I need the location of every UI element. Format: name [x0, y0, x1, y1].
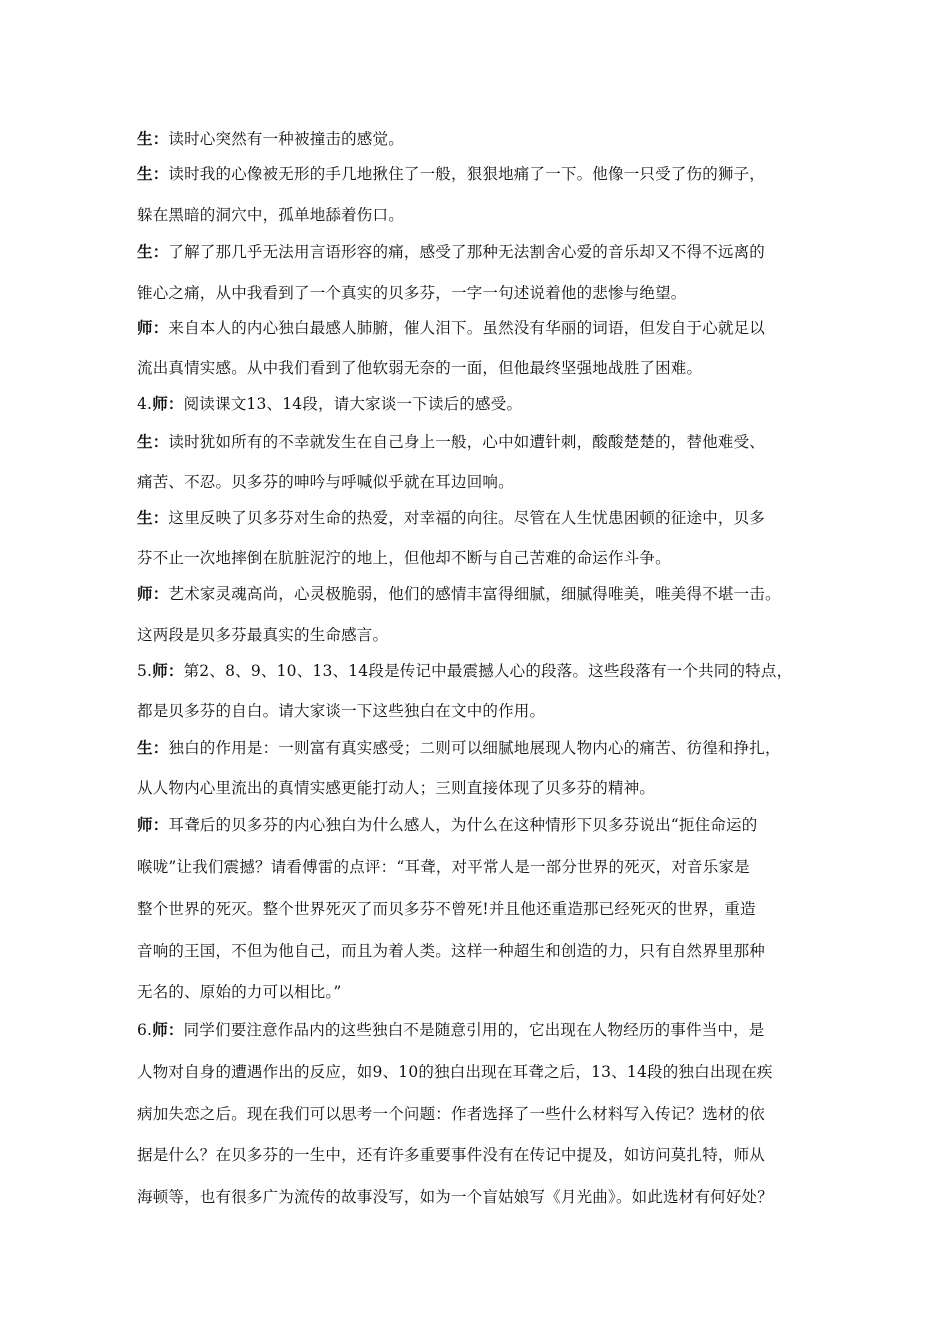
item-number: 5.: [137, 662, 153, 680]
paragraph-text: 读时犹如所有的不幸就发生在自己身上一般，心中如遭针刺，酸酸楚楚的，替他难受、: [168, 433, 766, 451]
speaker-label: 生: [137, 509, 153, 527]
paragraph-text: 读时我的心像被无形的手几地揪住了一般，狠狠地痛了一下。他像一只受了伤的狮子，: [168, 165, 766, 183]
paragraph-line: 人物对自身的遭遇作出的反应，如9、10的独白出现在耳聋之后，13、14段的独白出现在疾: [137, 1063, 773, 1081]
paragraph-line: 4.师：阅读课文13、14段，请大家谈一下读后的感受。: [137, 395, 523, 413]
item-number: 4.: [137, 395, 153, 413]
paragraph-text: 来自本人的内心独白最感人肺腑，催人泪下。虽然没有华丽的词语，但发自于心就足以: [168, 319, 766, 337]
paragraph-line: 师：来自本人的内心独白最感人肺腑，催人泪下。虽然没有华丽的词语，但发自于心就足以: [137, 319, 766, 337]
paragraph-text: 这里反映了贝多芬对生命的热爱，对幸福的向往。尽管在人生忧患困顿的征途中，贝多: [168, 509, 766, 527]
paragraph-line: 病加失恋之后。现在我们可以思考一个问题：作者选择了一些什么材料写入传记？选材的依: [137, 1105, 766, 1123]
paragraph-line: 6.师：同学们要注意作品内的这些独白不是随意引用的，它出现在人物经历的事件当中，是: [137, 1021, 765, 1039]
speaker-label: 生: [137, 433, 153, 451]
paragraph-line: 无名的、原始的力可以相比。”: [137, 983, 342, 1001]
speaker-label: 师: [152, 662, 168, 680]
item-number: 6.: [137, 1021, 153, 1039]
paragraph-line: 整个世界的死灭。整个世界死灭了而贝多芬不曾死!并且他还重造那已经死灭的世界，重造: [137, 900, 756, 918]
paragraph-line: 音响的王国，不但为他自己，而且为着人类。这样一种超生和创造的力，只有自然界里那种: [137, 942, 766, 960]
paragraph-line: 锥心之痛，从中我看到了一个真实的贝多芬，一字一句述说着他的悲惨与绝望。: [137, 284, 687, 302]
paragraph-line: 生：读时犹如所有的不幸就发生在自己身上一般，心中如遭针刺，酸酸楚楚的，替他难受、: [137, 433, 766, 451]
speaker-label: 师: [137, 585, 153, 603]
paragraph-line: 生：独白的作用是：一则富有真实感受；二则可以细腻地展现人物内心的痛苦、彷徨和挣扎，: [137, 739, 781, 757]
paragraph-text: 第2、8、9、10、13、14段是传记中最震撼人心的段落。这些段落有一个共同的特点，: [183, 662, 793, 680]
paragraph-line: 生：读时我的心像被无形的手几地揪住了一般，狠狠地痛了一下。他像一只受了伤的狮子，: [137, 165, 766, 183]
paragraph-text: 阅读课文13、14段，请大家谈一下读后的感受。: [183, 395, 523, 413]
speaker-label: 生: [137, 130, 153, 148]
paragraph-line: 5.师：第2、8、9、10、13、14段是传记中最震撼人心的段落。这些段落有一个共同的特点，: [137, 662, 793, 680]
paragraph-line: 生：了解了那几乎无法用言语形容的痛，感受了那种无法割舍心爱的音乐却又不得不远离的: [137, 243, 766, 261]
paragraph-line: 都是贝多芬的自白。请大家谈一下这些独白在文中的作用。: [137, 702, 546, 720]
paragraph-text: 同学们要注意作品内的这些独白不是随意引用的，它出现在人物经历的事件当中，是: [183, 1021, 765, 1039]
speaker-label: 师: [152, 1021, 168, 1039]
paragraph-line: 从人物内心里流出的真情实感更能打动人；三则直接体现了贝多芬的精神。: [137, 779, 656, 797]
speaker-label: 生: [137, 739, 153, 757]
paragraph-text: 艺术家灵魂高尚，心灵极脆弱，他们的感情丰富得细腻，细腻得唯美，唯美得不堪一击。: [168, 585, 781, 603]
speaker-label: 师: [137, 319, 153, 337]
paragraph-line: 芬不止一次地摔倒在肮脏泥泞的地上，但他却不断与自己苦难的命运作斗争。: [137, 549, 671, 567]
speaker-label: 生: [137, 165, 153, 183]
paragraph-line: 这两段是贝多芬最真实的生命感言。: [137, 626, 389, 644]
paragraph-line: 痛苦、不忍。贝多芬的呻吟与呼喊似乎就在耳边回响。: [137, 473, 514, 491]
paragraph-text: 读时心突然有一种被撞击的感觉。: [168, 130, 404, 148]
paragraph-line: 流出真情实感。从中我们看到了他软弱无奈的一面，但他最终坚强地战胜了困难。: [137, 359, 703, 377]
paragraph-line: 喉咙”让我们震撼？请看傅雷的点评：“耳聋，对平常人是一部分世界的死灭，对音乐家是: [137, 858, 750, 876]
speaker-label: 师: [137, 816, 153, 834]
paragraph-line: 师：艺术家灵魂高尚，心灵极脆弱，他们的感情丰富得细腻，细腻得唯美，唯美得不堪一击。: [137, 585, 781, 603]
paragraph-text: 独白的作用是：一则富有真实感受；二则可以细腻地展现人物内心的痛苦、彷徨和挣扎，: [168, 739, 781, 757]
paragraph-line: 躲在黑暗的洞穴中，孤单地舔着伤口。: [137, 206, 404, 224]
paragraph-line: 生：读时心突然有一种被撞击的感觉。: [137, 130, 404, 148]
speaker-label: 师: [152, 395, 168, 413]
paragraph-line: 据是什么？在贝多芬的一生中，还有许多重要事件没有在传记中提及，如访问莫扎特，师从: [137, 1146, 766, 1164]
paragraph-text: 耳聋后的贝多芬的内心独白为什么感人，为什么在这种情形下贝多芬说出“扼住命运的: [168, 816, 758, 834]
paragraph-text: 了解了那几乎无法用言语形容的痛，感受了那种无法割舍心爱的音乐却又不得不远离的: [168, 243, 766, 261]
paragraph-line: 生：这里反映了贝多芬对生命的热爱，对幸福的向往。尽管在人生忧患困顿的征途中，贝多: [137, 509, 766, 527]
paragraph-line: 师：耳聋后的贝多芬的内心独白为什么感人，为什么在这种情形下贝多芬说出“扼住命运的: [137, 816, 758, 834]
paragraph-line: 海顿等，也有很多广为流传的故事没写，如为一个盲姑娘写《月光曲》。如此选材有何好处？: [137, 1188, 773, 1206]
speaker-label: 生: [137, 243, 153, 261]
